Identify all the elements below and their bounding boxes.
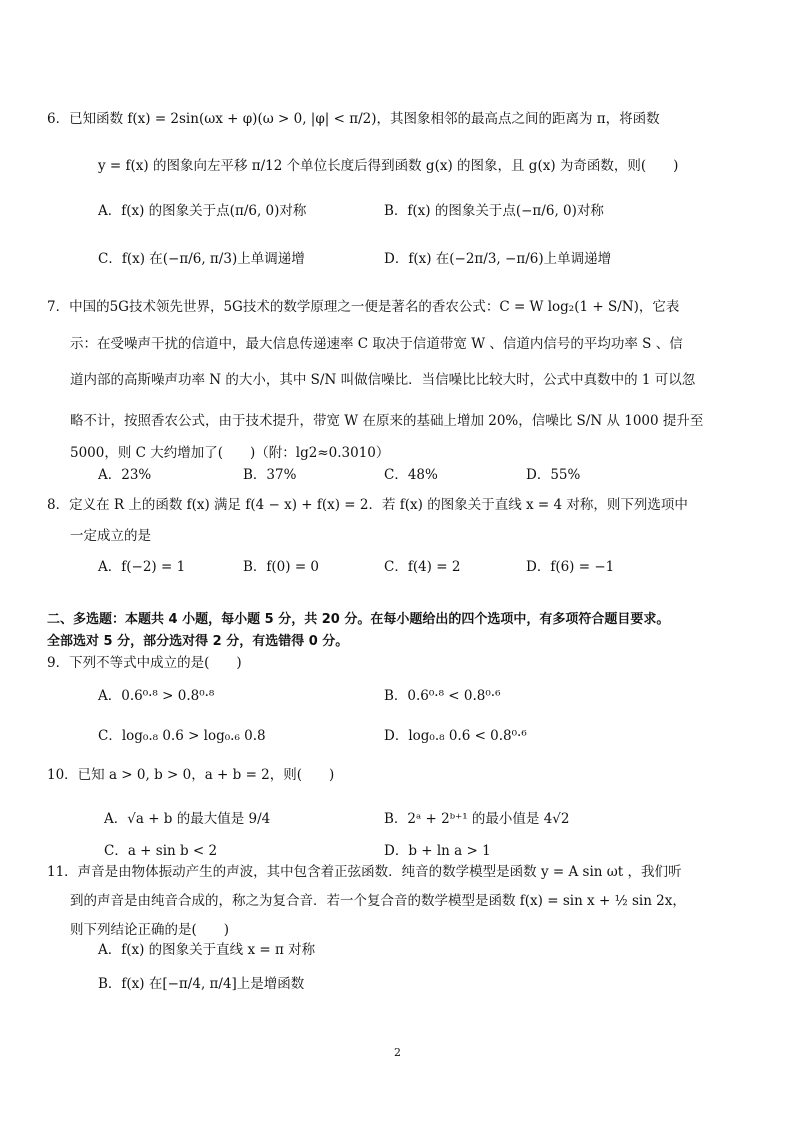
q9-stem: 9．下列不等式中成立的是( ) xyxy=(47,655,242,671)
q7-stem-line2: 示：在受噪声干扰的信道中，最大信息传递速率 C 取决于信道带宽 W 、信道内信号的平均功率 S 、信 xyxy=(70,336,683,352)
q7-stem-line4: 略不计，按照香农公式，由于技术提升，带宽 W 在原来的基础上增加 20%，信噪比 S/N 从 1000 提升至 xyxy=(70,413,704,429)
q11-stem-line2: 到的声音是由纯音合成的，称之为复合音．若一个复合音的数学模型是函数 f(x) = sin x + ½ sin 2x， xyxy=(70,893,686,909)
q8-option-a: A．f(−2) = 1 xyxy=(98,559,186,575)
q11-stem-line3: 则下列结论正确的是( ) xyxy=(70,922,230,938)
page-number: 2 xyxy=(394,1046,401,1059)
q7-option-b: B．37% xyxy=(243,467,297,483)
q7-stem-line3: 道内部的高斯噪声功率 N 的大小，其中 S/N 叫做信噪比．当信噪比比较大时，公式中真数中的 1 可以忽 xyxy=(70,372,696,388)
q8-option-b: B．f(0) = 0 xyxy=(243,559,320,575)
q8-stem-line2: 一定成立的是 xyxy=(70,528,151,544)
q7-option-a: A．23% xyxy=(98,467,152,483)
q8-stem-line1: 8．定义在 R 上的函数 f(x) 满足 f(4 − x) + f(x) = 2．若 f(x) 的图象关于直线 x = 4 对称，则下列选项中 xyxy=(47,497,688,513)
q6-stem-line1: 6．已知函数 f(x) = 2sin(ωx + φ)(ω > 0, |φ| < π/2)，其图象相邻的最高点之间的距离为 π，将函数 xyxy=(47,111,660,127)
q10-option-d: D．b + ln a > 1 xyxy=(384,843,491,859)
q7-stem-line1: 7．中国的5G技术领先世界，5G技术的数学原理之一便是著名的香农公式：C = W log₂(1 + S/N)，它表 xyxy=(47,299,680,315)
q9-option-c: C．log₀.₈ 0.6 > log₀.₆ 0.8 xyxy=(98,728,266,744)
q9-option-a: A．0.6⁰·⁸ > 0.8⁰·⁸ xyxy=(98,688,215,704)
q10-stem: 10．已知 a > 0, b > 0，a + b = 2，则( ) xyxy=(47,767,335,783)
q6-option-b: B．f(x) 的图象关于点(−π/6, 0)对称 xyxy=(384,203,604,219)
q10-option-a: A．√a + b 的最大值是 9/4 xyxy=(104,811,271,827)
q6-option-a: A．f(x) 的图象关于点(π/6, 0)对称 xyxy=(98,203,307,219)
q8-option-d: D．f(6) = −1 xyxy=(526,559,615,575)
q10-option-b: B．2ᵃ + 2ᵇ⁺¹ 的最小值是 4√2 xyxy=(384,811,570,827)
q6-option-c: C．f(x) 在(−π/6, π/3)上单调递增 xyxy=(98,251,305,267)
q9-option-b: B．0.6⁰·⁸ < 0.8⁰·⁶ xyxy=(384,688,501,704)
q7-stem-line5: 5000，则 C 大约增加了( )（附：lg2≈0.3010） xyxy=(70,445,390,461)
section-heading-line2: 全部选对 5 分，部分选对得 2 分，有选错得 0 分。 xyxy=(47,634,349,649)
q6-option-d: D．f(x) 在(−2π/3, −π/6)上单调递增 xyxy=(384,251,612,267)
q7-option-d: D．55% xyxy=(526,467,581,483)
q11-option-b: B．f(x) 在[−π/4, π/4]上是增函数 xyxy=(98,976,305,992)
q6-stem-line2: y = f(x) 的图象向左平移 π/12 个单位长度后得到函数 g(x) 的图象，且 g(x) 为奇函数，则( ) xyxy=(98,158,679,174)
q11-option-a: A．f(x) 的图象关于直线 x = π 对称 xyxy=(98,942,316,958)
section-heading-line1: 二、多选题：本题共 4 小题，每小题 5 分，共 20 分。在每小题给出的四个选项中，有多项符合题目要求。 xyxy=(47,612,670,627)
q11-stem-line1: 11．声音是由物体振动产生的声波，其中包含着正弦函数．纯音的数学模型是函数 y = A sin ωt ，我们听 xyxy=(47,864,682,880)
q8-option-c: C．f(4) = 2 xyxy=(384,559,461,575)
q7-option-c: C．48% xyxy=(384,467,438,483)
q9-option-d: D．log₀.₈ 0.6 < 0.8⁰·⁶ xyxy=(384,728,527,744)
q10-option-c: C．a + sin b < 2 xyxy=(104,843,218,859)
